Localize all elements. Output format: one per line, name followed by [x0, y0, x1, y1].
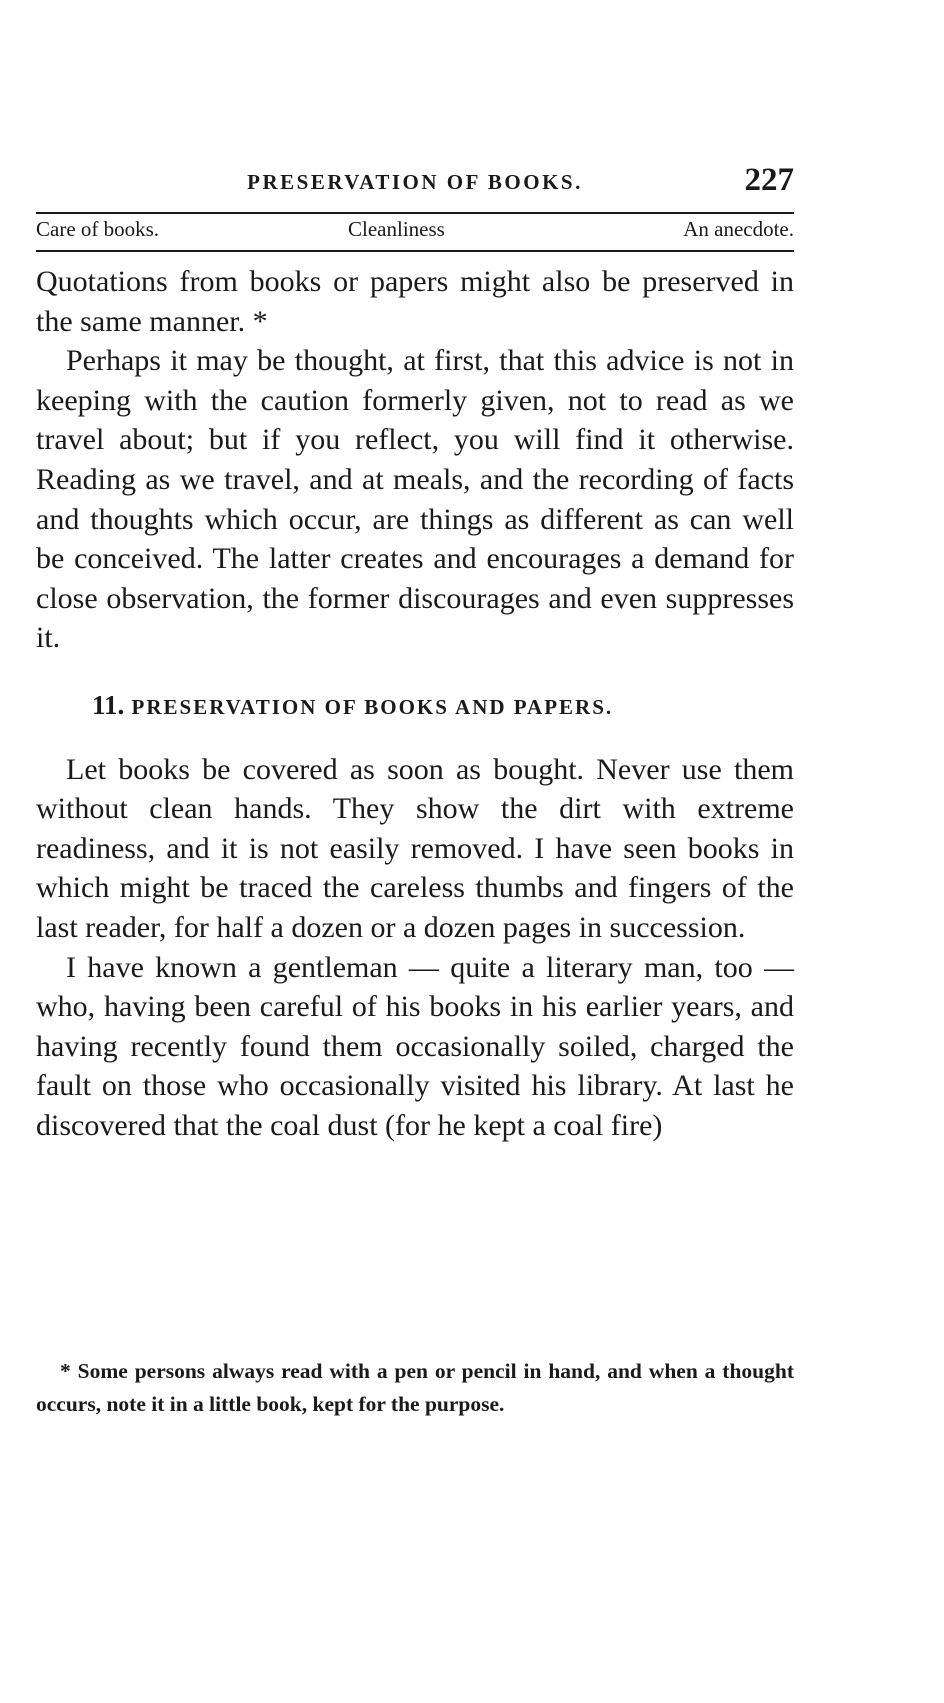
subhead-left: Care of books.	[36, 217, 160, 241]
header-rule-top	[36, 212, 794, 214]
marginal-subheads	[36, 217, 794, 245]
section-title: PRESERVATION OF BOOKS AND PAPERS.	[131, 694, 614, 719]
paragraph-4: I have known a gentleman — quite a literary man, too — who, having been careful of his books in his earlier years, and having recently found them occasionally soiled, charged the fault on those who occasionally visited his library. At last he discovered that the coal dust (for he kept a coal fire)	[36, 950, 794, 1142]
running-header	[36, 162, 794, 202]
section-heading	[36, 686, 794, 728]
header-rule-bottom	[36, 250, 794, 252]
page-number: 227	[744, 162, 794, 198]
body-text	[36, 262, 794, 1145]
footnote: * Some persons always read with a pen or pencil in hand, and when a thought occurs, note it in a little book, kept for the purpose.	[36, 1359, 794, 1416]
subhead-right: An anecdote.	[683, 217, 794, 241]
paragraph-1: Quotations from books or papers might also be preserved in the same manner. *	[36, 265, 794, 338]
section-number: 11.	[92, 689, 125, 720]
paragraph-3: Let books be covered as soon as bought. Never use them without clean hands. They show the dirt with extreme readiness, and it is not easily removed. I have seen books in which might be traced the careless thumbs and fingers of the last reader, for half a dozen or a dozen pages in succession.	[36, 752, 794, 944]
subhead-center: Cleanliness	[348, 217, 445, 241]
running-title: PRESERVATION OF BOOKS.	[247, 170, 583, 194]
paragraph-2: Perhaps it may be thought, at first, that this advice is not in keeping with the caution formerly given, not to read as we travel about; but if you reflect, you will find it otherwise. Reading as we travel, and at meals, and the recording of facts and thoughts which occur, are things as different as can well be conceived. The latter creates and encourages a demand for close observation, the former discourages and even suppresses it.	[36, 344, 794, 655]
